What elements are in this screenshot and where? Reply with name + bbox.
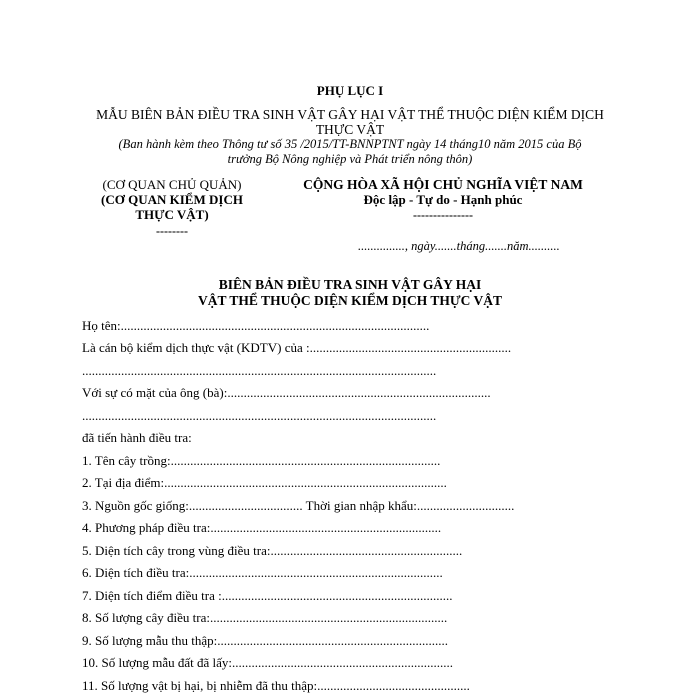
left-separator: -------- [156, 224, 188, 238]
quarantine-agency-line-2: THỰC VẬT) [135, 207, 209, 222]
field-location: 2. Tại địa điểm:....................................................................................... [82, 475, 447, 490]
field-witness-continued: ............................................................................................................. [82, 408, 437, 423]
field-seed-origin: 3. Nguồn gốc giống:................................... Thời gian nhập khẩu:.............................. [82, 498, 515, 513]
field-samples-collected: 9. Số lượng mẫu thu thập:....................................................................... [82, 633, 448, 648]
field-area-in-zone: 5. Diện tích cây trong vùng điều tra:........................................................... [82, 543, 463, 558]
field-infected-items: 11. Số lượng vật bị hại, bị nhiễm đã thu thập:............................................... [82, 678, 470, 693]
country-name: CỘNG HÒA XÃ HỘI CHỦ NGHĨA VIỆT NAM [303, 177, 583, 192]
field-officer-of: Là cán bộ kiểm dịch thực vật (KDTV) của :.............................................................. [82, 340, 512, 355]
form-title-line-2: THỰC VẬT [315, 122, 385, 137]
field-crop-name: 1. Tên cây trồng:................................................................................... [82, 453, 441, 468]
field-survey-method: 4. Phương pháp điều tra:....................................................................... [82, 520, 442, 535]
field-full-name: Họ tên:............................................................................................... [82, 318, 430, 333]
quarantine-agency-line-1: (CƠ QUAN KIỂM DỊCH [101, 192, 243, 207]
field-survey-area: 6. Diện tích điều tra:.............................................................................. [82, 565, 443, 580]
document-title-line-2: VẬT THỂ THUỘC DIỆN KIỂM DỊCH THỰC VẬT [198, 293, 502, 308]
national-motto: Độc lập - Tự do - Hạnh phúc [363, 192, 523, 207]
field-soil-samples: 10. Số lượng mẫu đất đã lấy:.................................................................... [82, 655, 454, 670]
date-line: ..............., ngày.......tháng.......năm.......... [358, 239, 560, 253]
field-witness: Với sự có mặt của ông (bà):................................................................................. [82, 385, 491, 400]
governing-agency: (CƠ QUAN CHỦ QUẢN) [102, 177, 242, 192]
right-separator: --------------- [413, 208, 473, 222]
survey-intro: đã tiến hành điều tra: [82, 430, 192, 445]
field-survey-point-area: 7. Diện tích điểm điều tra :....................................................................... [82, 588, 453, 603]
form-title-line-1: MẪU BIÊN BẢN ĐIỀU TRA SINH VẬT GÂY HẠI VẬT THỂ THUỘC DIỆN KIỂM DỊCH [96, 107, 604, 122]
document-title-line-1: BIÊN BẢN ĐIỀU TRA SINH VẬT GÂY HẠI [218, 277, 482, 292]
field-officer-of-continued: ............................................................................................................. [82, 363, 437, 378]
field-plants-surveyed: 8. Số lượng cây điều tra:......................................................................... [82, 610, 448, 625]
issued-note-line-1: (Ban hành kèm theo Thông tư số 35 /2015/TT-BNNPTNT ngày 14 tháng10 năm 2015 của Bộ [118, 137, 582, 151]
issued-note-line-2: trưởng Bộ Nông nghiệp và Phát triển nông thôn) [227, 152, 473, 166]
appendix-label: PHỤ LỤC I [316, 83, 384, 98]
